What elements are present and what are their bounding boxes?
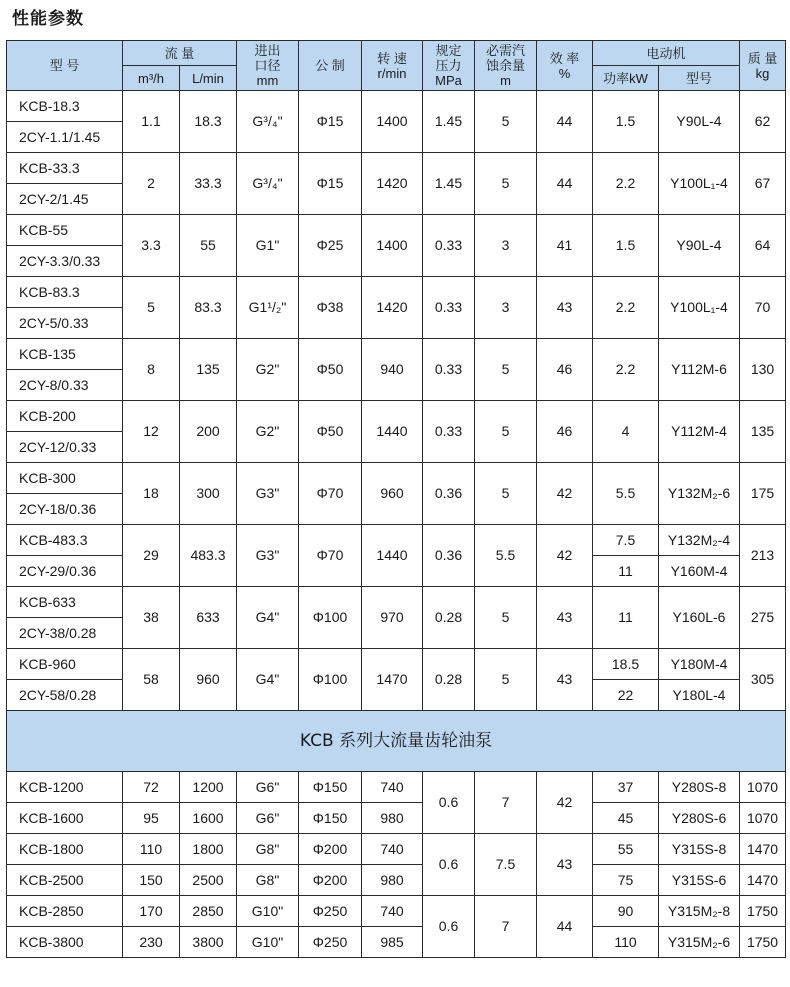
model-2cy: 2CY-18/0.36	[7, 494, 123, 525]
mass: 305	[740, 649, 786, 711]
model: KCB-1800	[7, 834, 123, 865]
motor-model: Y90L-4	[659, 215, 740, 277]
flow-m3h: 38	[123, 587, 180, 649]
flow-lmin: 2850	[180, 896, 237, 927]
flow-m3h: 110	[123, 834, 180, 865]
speed: 740	[362, 834, 423, 865]
motor-power: 1.5	[593, 91, 659, 153]
efficiency: 46	[537, 401, 593, 463]
motor-model: Y132M₂-4	[659, 525, 740, 556]
pressure: 0.6	[423, 772, 475, 834]
table-row	[7, 463, 786, 494]
model: KCB-3800	[7, 927, 123, 958]
motor-power: 110	[593, 927, 659, 958]
nominal: Φ150	[299, 803, 362, 834]
caliber: G3"	[237, 525, 299, 587]
model-2cy: 2CY-29/0.36	[7, 556, 123, 587]
nominal: Φ25	[299, 215, 362, 277]
motor-power: 55	[593, 834, 659, 865]
speed: 1470	[362, 649, 423, 711]
caliber: G8"	[237, 865, 299, 896]
header-caliber-l1: 进出	[254, 43, 281, 58]
motor-power: 2.2	[593, 339, 659, 401]
model: KCB-2850	[7, 896, 123, 927]
header-caliber	[237, 41, 299, 91]
flow-m3h: 8	[123, 339, 180, 401]
flow-lmin: 83.3	[180, 277, 237, 339]
mass: 275	[740, 587, 786, 649]
nominal: Φ250	[299, 896, 362, 927]
caliber: G3"	[237, 463, 299, 525]
table-row	[7, 865, 786, 896]
header-motor-model: 型号	[659, 66, 740, 91]
header-eff-l1: 效 率	[549, 50, 580, 66]
header-npsh-l1: 必需汽	[485, 43, 525, 58]
model: KCB-1200	[7, 772, 123, 803]
pressure: 0.28	[423, 649, 475, 711]
caliber: G4"	[237, 649, 299, 711]
table-row	[7, 803, 786, 834]
model-kcb: KCB-300	[7, 463, 123, 494]
motor-power: 5.5	[593, 463, 659, 525]
flow-m3h: 2	[123, 153, 180, 215]
mass: 1750	[740, 896, 786, 927]
header-motor-power: 功率kW	[593, 66, 659, 91]
speed: 985	[362, 927, 423, 958]
table-row	[7, 649, 786, 680]
efficiency: 42	[537, 463, 593, 525]
header-flow-lmin: L/min	[180, 66, 237, 91]
motor-model: Y100L₁-4	[659, 277, 740, 339]
model-2cy: 2CY-2/1.45	[7, 184, 123, 215]
flow-m3h: 29	[123, 525, 180, 587]
flow-lmin: 1200	[180, 772, 237, 803]
efficiency: 43	[537, 277, 593, 339]
model-kcb: KCB-33.3	[7, 153, 123, 184]
flow-m3h: 72	[123, 772, 180, 803]
efficiency: 44	[537, 153, 593, 215]
flow-m3h: 18	[123, 463, 180, 525]
header-eff-l2: %	[558, 65, 571, 81]
motor-model: Y315M₂-6	[659, 927, 740, 958]
flow-m3h: 95	[123, 803, 180, 834]
pressure: 0.6	[423, 896, 475, 958]
large-pump-rows	[7, 772, 786, 958]
nominal: Φ150	[299, 772, 362, 803]
model-kcb: KCB-135	[7, 339, 123, 370]
mass: 1750	[740, 927, 786, 958]
header-npsh	[475, 41, 537, 91]
model-kcb: KCB-483.3	[7, 525, 123, 556]
motor-model: Y280S-6	[659, 803, 740, 834]
flow-lmin: 960	[180, 649, 237, 711]
npsh: 7.5	[475, 834, 537, 896]
speed: 960	[362, 463, 423, 525]
speed: 1400	[362, 91, 423, 153]
header-efficiency	[537, 41, 593, 91]
motor-model: Y100L₁-4	[659, 153, 740, 215]
mass: 64	[740, 215, 786, 277]
efficiency: 41	[537, 215, 593, 277]
performance-table	[6, 40, 786, 958]
mass: 175	[740, 463, 786, 525]
table-row	[7, 587, 786, 618]
efficiency: 43	[537, 834, 593, 896]
speed: 1440	[362, 401, 423, 463]
model-2cy: 2CY-1.1/1.45	[7, 122, 123, 153]
flow-m3h: 230	[123, 927, 180, 958]
caliber: G1¹/₂"	[237, 277, 299, 339]
flow-m3h: 12	[123, 401, 180, 463]
header-speed-l1: 转 速	[377, 50, 407, 66]
caliber: G10"	[237, 896, 299, 927]
motor-model: Y315S-8	[659, 834, 740, 865]
header-motor: 电动机	[593, 41, 740, 66]
pressure: 0.6	[423, 834, 475, 896]
speed: 940	[362, 339, 423, 401]
header-npsh-l3: m	[500, 73, 511, 88]
mass: 62	[740, 91, 786, 153]
mass: 70	[740, 277, 786, 339]
motor-power: 2.2	[593, 153, 659, 215]
header-npsh-l2: 蚀余量	[485, 58, 525, 73]
flow-lmin: 3800	[180, 927, 237, 958]
caliber: G1"	[237, 215, 299, 277]
header-pressure	[423, 41, 475, 91]
caliber: G4"	[237, 587, 299, 649]
header-model: 型 号	[7, 41, 123, 91]
model-kcb: KCB-200	[7, 401, 123, 432]
flow-m3h: 150	[123, 865, 180, 896]
speed: 980	[362, 803, 423, 834]
npsh: 5	[475, 339, 537, 401]
page-title: 性能参数	[12, 9, 84, 29]
speed: 1420	[362, 277, 423, 339]
model-2cy: 2CY-12/0.33	[7, 432, 123, 463]
npsh: 3	[475, 215, 537, 277]
small-pump-rows	[7, 91, 786, 711]
table-row	[7, 339, 786, 370]
speed: 980	[362, 865, 423, 896]
motor-power: 4	[593, 401, 659, 463]
table-row	[7, 153, 786, 184]
flow-lmin: 483.3	[180, 525, 237, 587]
flow-m3h: 3.3	[123, 215, 180, 277]
mass: 213	[740, 525, 786, 587]
flow-m3h: 5	[123, 277, 180, 339]
motor-model: Y180M-4	[659, 649, 740, 680]
flow-lmin: 55	[180, 215, 237, 277]
efficiency: 46	[537, 339, 593, 401]
nominal: Φ100	[299, 587, 362, 649]
nominal: Φ200	[299, 865, 362, 896]
header-nominal: 公 制	[299, 41, 362, 91]
npsh: 5	[475, 649, 537, 711]
npsh: 7	[475, 772, 537, 834]
model-2cy: 2CY-3.3/0.33	[7, 246, 123, 277]
pressure: 0.33	[423, 277, 475, 339]
mass: 135	[740, 401, 786, 463]
motor-power: 18.5	[593, 649, 659, 680]
motor-model: Y315S-6	[659, 865, 740, 896]
header-flow: 流 量	[123, 41, 237, 66]
table-row	[7, 834, 786, 865]
speed: 1440	[362, 525, 423, 587]
nominal: Φ70	[299, 463, 362, 525]
header-mass-l2: kg	[755, 65, 770, 81]
table-row	[7, 927, 786, 958]
nominal: Φ100	[299, 649, 362, 711]
flow-lmin: 633	[180, 587, 237, 649]
header-speed	[362, 41, 423, 91]
flow-m3h: 58	[123, 649, 180, 711]
mass: 1470	[740, 834, 786, 865]
pressure: 0.33	[423, 215, 475, 277]
mass: 1070	[740, 772, 786, 803]
flow-m3h: 170	[123, 896, 180, 927]
pressure: 1.45	[423, 91, 475, 153]
efficiency: 42	[537, 525, 593, 587]
model-kcb: KCB-55	[7, 215, 123, 246]
caliber: G2"	[237, 401, 299, 463]
speed: 1420	[362, 153, 423, 215]
model-2cy: 2CY-58/0.28	[7, 680, 123, 711]
flow-lmin: 2500	[180, 865, 237, 896]
header-pressure-l1: 规定	[435, 43, 462, 58]
mass: 1070	[740, 803, 786, 834]
speed: 1400	[362, 215, 423, 277]
model-2cy: 2CY-8/0.33	[7, 370, 123, 401]
npsh: 5	[475, 91, 537, 153]
motor-power: 1.5	[593, 215, 659, 277]
npsh: 5	[475, 153, 537, 215]
table-row	[7, 91, 786, 122]
flow-lmin: 200	[180, 401, 237, 463]
efficiency: 42	[537, 772, 593, 834]
table-row	[7, 401, 786, 432]
motor-power: 90	[593, 896, 659, 927]
motor-model: Y180L-4	[659, 680, 740, 711]
motor-power: 2.2	[593, 277, 659, 339]
mass: 67	[740, 153, 786, 215]
flow-m3h: 1.1	[123, 91, 180, 153]
speed: 740	[362, 896, 423, 927]
band-section	[7, 711, 786, 772]
nominal: Φ70	[299, 525, 362, 587]
motor-model: Y160L-6	[659, 587, 740, 649]
npsh: 5	[475, 587, 537, 649]
npsh: 5	[475, 463, 537, 525]
motor-model: Y160M-4	[659, 556, 740, 587]
motor-model: Y315M₂-8	[659, 896, 740, 927]
pressure: 0.33	[423, 401, 475, 463]
npsh: 5.5	[475, 525, 537, 587]
motor-model: Y112M-4	[659, 401, 740, 463]
mass: 1470	[740, 865, 786, 896]
flow-lmin: 135	[180, 339, 237, 401]
table-row	[7, 772, 786, 803]
flow-lmin: 1600	[180, 803, 237, 834]
flow-lmin: 300	[180, 463, 237, 525]
flow-lmin: 1800	[180, 834, 237, 865]
pressure: 0.36	[423, 525, 475, 587]
model: KCB-2500	[7, 865, 123, 896]
caliber: G8"	[237, 834, 299, 865]
npsh: 7	[475, 896, 537, 958]
header-speed-l2: r/min	[377, 65, 407, 81]
speed: 740	[362, 772, 423, 803]
model-2cy: 2CY-5/0.33	[7, 308, 123, 339]
motor-power: 22	[593, 680, 659, 711]
table-row	[7, 215, 786, 246]
caliber: G³/₄"	[237, 153, 299, 215]
model-kcb: KCB-83.3	[7, 277, 123, 308]
pressure: 0.28	[423, 587, 475, 649]
header-caliber-l2: 口径	[254, 58, 281, 73]
motor-model: Y90L-4	[659, 91, 740, 153]
nominal: Φ15	[299, 153, 362, 215]
flow-lmin: 18.3	[180, 91, 237, 153]
pressure: 0.36	[423, 463, 475, 525]
efficiency: 44	[537, 91, 593, 153]
mass: 130	[740, 339, 786, 401]
table-row	[7, 525, 786, 556]
header-mass	[740, 41, 786, 91]
model: KCB-1600	[7, 803, 123, 834]
efficiency: 44	[537, 896, 593, 958]
nominal: Φ50	[299, 339, 362, 401]
series-banner: KCB 系列大流量齿轮油泵	[7, 711, 786, 772]
motor-power: 7.5	[593, 525, 659, 556]
motor-power: 11	[593, 556, 659, 587]
npsh: 3	[475, 277, 537, 339]
caliber: G10"	[237, 927, 299, 958]
efficiency: 43	[537, 587, 593, 649]
caliber: G6"	[237, 803, 299, 834]
caliber: G6"	[237, 772, 299, 803]
model-kcb: KCB-18.3	[7, 91, 123, 122]
nominal: Φ38	[299, 277, 362, 339]
nominal: Φ250	[299, 927, 362, 958]
caliber: G2"	[237, 339, 299, 401]
table-row	[7, 896, 786, 927]
nominal: Φ15	[299, 91, 362, 153]
table-row	[7, 277, 786, 308]
motor-model: Y112M-6	[659, 339, 740, 401]
speed: 970	[362, 587, 423, 649]
model-2cy: 2CY-38/0.28	[7, 618, 123, 649]
flow-lmin: 33.3	[180, 153, 237, 215]
motor-power: 37	[593, 772, 659, 803]
nominal: Φ50	[299, 401, 362, 463]
motor-model: Y132M₂-6	[659, 463, 740, 525]
motor-power: 75	[593, 865, 659, 896]
motor-power: 11	[593, 587, 659, 649]
pressure: 1.45	[423, 153, 475, 215]
npsh: 5	[475, 401, 537, 463]
caliber: G³/₄"	[237, 91, 299, 153]
motor-power: 45	[593, 803, 659, 834]
nominal: Φ200	[299, 834, 362, 865]
header-flow-m3h: m³/h	[123, 66, 180, 91]
header-mass-l1: 质 量	[747, 50, 778, 66]
motor-model: Y280S-8	[659, 772, 740, 803]
header-pressure-l3: MPa	[435, 73, 462, 88]
header-caliber-l3: mm	[256, 73, 279, 88]
model-kcb: KCB-633	[7, 587, 123, 618]
pressure: 0.33	[423, 339, 475, 401]
header-pressure-l2: 压力	[435, 58, 462, 73]
efficiency: 43	[537, 649, 593, 711]
model-kcb: KCB-960	[7, 649, 123, 680]
